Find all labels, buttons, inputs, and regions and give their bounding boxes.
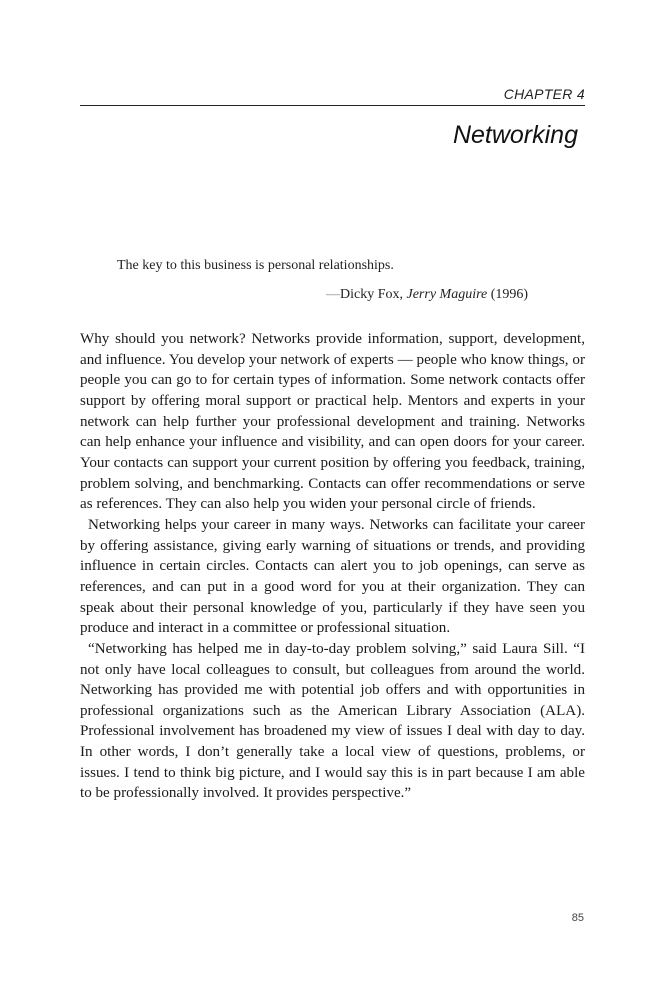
page-number: 85 [571,912,584,924]
body-paragraph-3: “Networking has helped me in day-to-day problem solving,” said Laura Sill. “I not only have local colleagues to consult, but colleagues from around the world. Networking has provided me with potential job offers and with opportunities in professional organizations such as the American Library Association (ALA). Professional involvement has broadened my view of issues I deal with day to day. In other words, I don’t generally take a local view of questions, problems, or issues. I tend to think big picture, and I would say this is in part because I am able to be professionally involved. It provides perspective.” [80,640,585,802]
epigraph-attribution [326,287,528,303]
attribution-author: Dicky Fox, [340,287,407,302]
body-paragraph-1: Why should you network? Networks provide information, support, development, and influence. You develop your network of experts — people who know things, or people you can go to for certain types of information. Some network contacts offer support by offering moral support or practical help. Mentors and experts in your network can help further your professional development and training. Networks can help enhance your influence and visibility, and can open doors for your career. Your contacts can support your current position by offering you feedback, training, problem solving, and benchmarking. Contacts can offer recommendations or serve as references. They can also help you widen your personal circle of friends. [80,331,585,513]
attribution-work: Jerry Maguire [406,287,488,302]
epigraph-quote: The key to this business is personal relationships. [117,258,394,273]
chapter-title: Networking [452,121,578,149]
header-rule [80,105,585,106]
attribution-dash: — [326,287,340,302]
body-paragraph-2: Networking helps your career in many ways. Networks can facilitate your career by offering assistance, giving early warning of situations or trends, and providing influence in certain circles. Contacts can alert you to job openings, can serve as references, and can put in a good word for you at their organization. They can speak about their personal knowledge of you, particularly if they have seen you produce and interact in a committee or professional situation. [80,516,585,637]
chapter-label: CHAPTER 4 [503,86,585,102]
body-text [80,329,585,804]
attribution-year: (1996) [487,287,529,302]
